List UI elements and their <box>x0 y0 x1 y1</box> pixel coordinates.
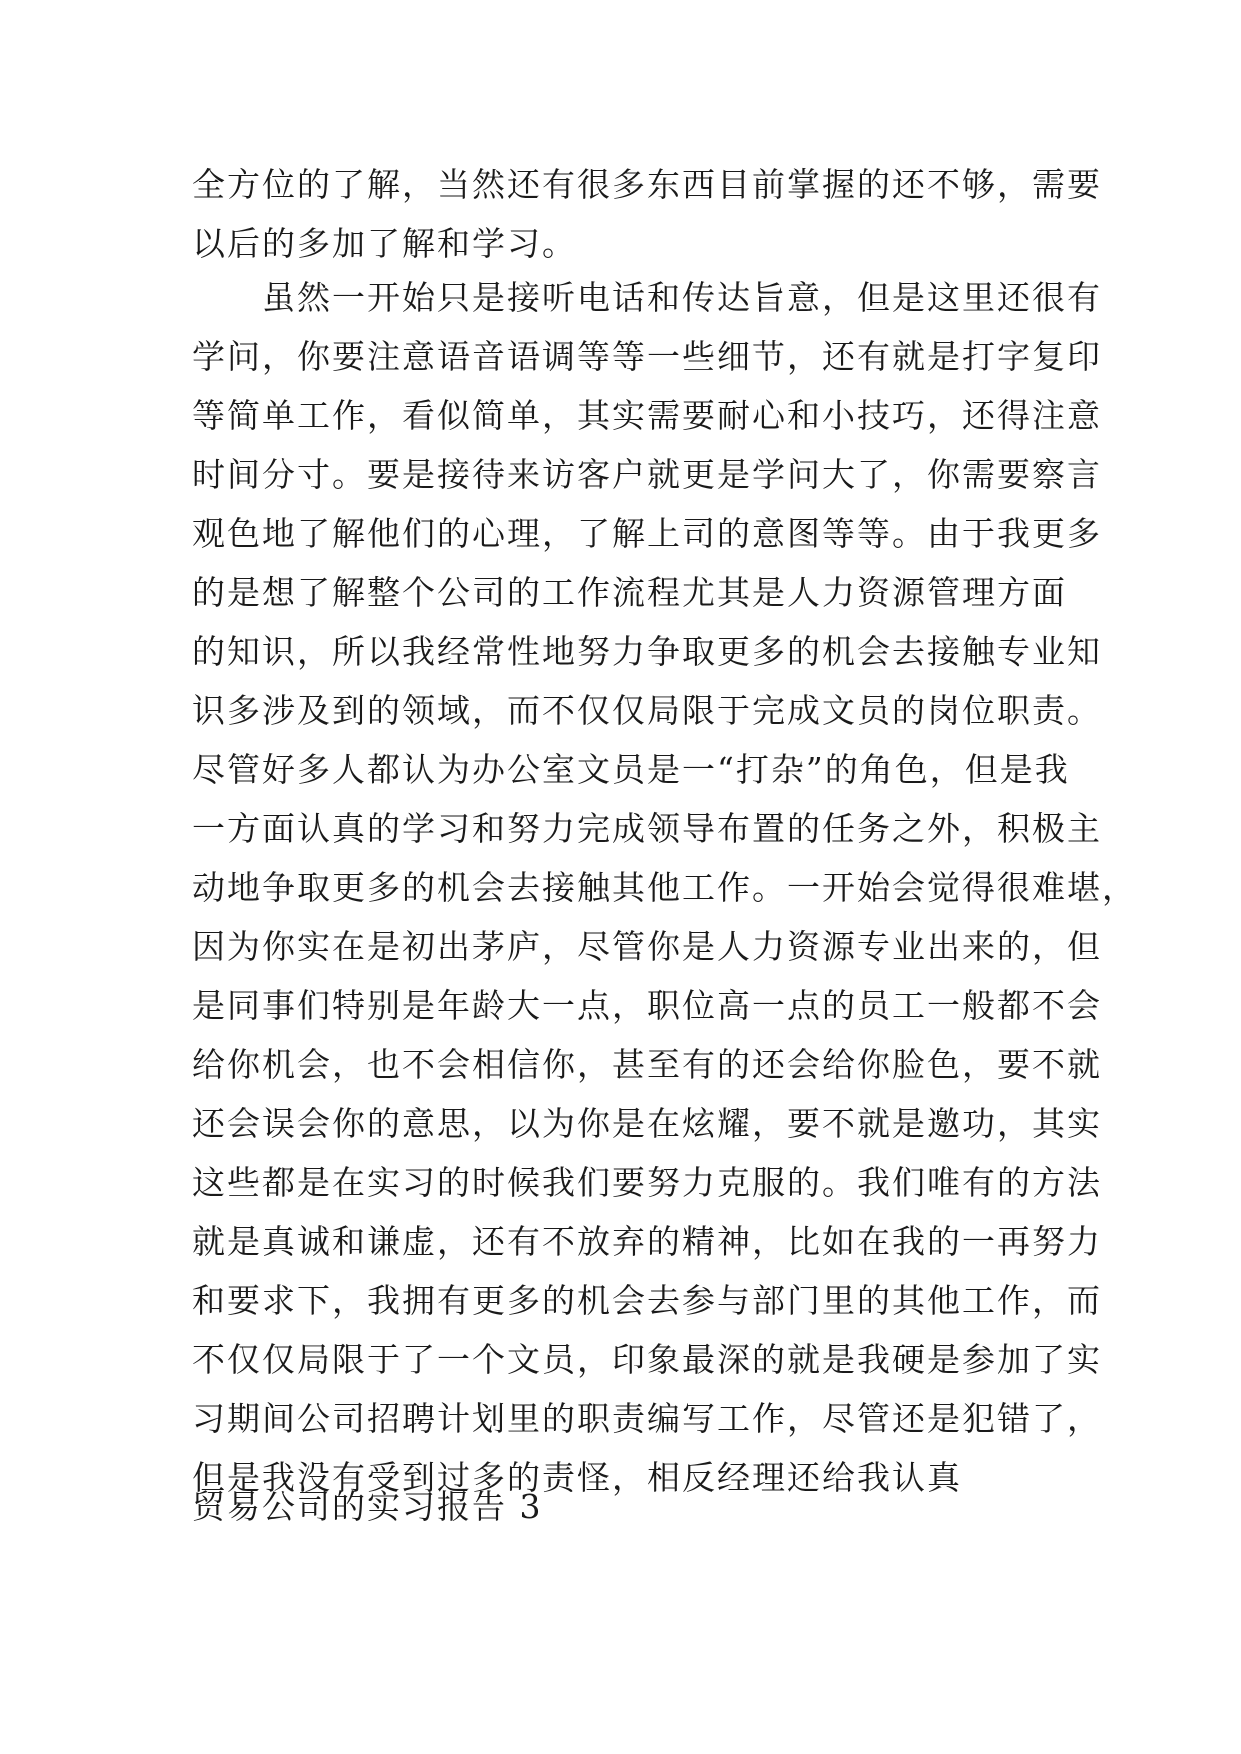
text-line: 全方位的了解，当然还有很多东西目前掌握的还不够，需要 <box>192 165 1102 204</box>
text-line: 的知识，所以我经常性地努力争取更多的机会去接触专业知 <box>192 632 1102 671</box>
paragraph-continuation <box>192 155 1102 273</box>
text-line: 还会误会你的意思，以为你是在炫耀，要不就是邀功，其实 <box>192 1104 1102 1143</box>
text-line: 识多涉及到的领域，而不仅仅局限于完成文员的岗位职责。 <box>192 691 1102 730</box>
text-line: 但是我没有受到过多的责怪，相反经理还给我认真 <box>192 1458 962 1497</box>
text-line: 以后的多加了解和学习。 <box>192 224 577 263</box>
text-line: 这些都是在实习的时候我们要努力克服的。我们唯有的方法 <box>192 1163 1102 1202</box>
paragraph-main <box>192 268 1137 1507</box>
text-line: 观色地了解他们的心理，了解上司的意图等等。由于我更多 <box>192 514 1102 553</box>
text-line: 的是想了解整个公司的工作流程尤其是人力资源管理方面 <box>192 573 1067 612</box>
text-line: 是同事们特别是年龄大一点，职位高一点的员工一般都不会 <box>192 986 1102 1025</box>
text-line: 学问，你要注意语音语调等等一些细节，还有就是打字复印 <box>192 337 1102 376</box>
text-line: 一方面认真的学习和努力完成领导布置的任务之外，积极主 <box>192 809 1102 848</box>
text-line: 给你机会，也不会相信你，甚至有的还会给你脸色，要不就 <box>192 1045 1102 1084</box>
text-line: 习期间公司招聘计划里的职责编写工作，尽管还是犯错了， <box>192 1399 1102 1438</box>
text-line: 尽管好多人都认为办公室文员是一“打杂”的角色，但是我 <box>192 750 1070 789</box>
section-heading-text: 贸易公司的实习报告 3 <box>192 1487 543 1526</box>
text-line: 时间分寸。要是接待来访客户就更是学问大了，你需要察言 <box>192 455 1102 494</box>
text-line-first: 虽然一开始只是接听电话和传达旨意，但是这里还很有 <box>262 278 1102 317</box>
text-line: 等简单工作，看似简单，其实需要耐心和小技巧，还得注意 <box>192 396 1102 435</box>
text-line: 就是真诚和谦虚，还有不放弃的精神，比如在我的一再努力 <box>192 1222 1102 1261</box>
text-line: 不仅仅局限于了一个文员，印象最深的就是我硬是参加了实 <box>192 1340 1102 1379</box>
text-line: 因为你实在是初出茅庐，尽管你是人力资源专业出来的，但 <box>192 927 1102 966</box>
text-line: 动地争取更多的机会去接触其他工作。一开始会觉得很难堪， <box>192 868 1137 907</box>
text-line: 和要求下，我拥有更多的机会去参与部门里的其他工作，而 <box>192 1281 1102 1320</box>
section-heading <box>192 1477 1072 1536</box>
